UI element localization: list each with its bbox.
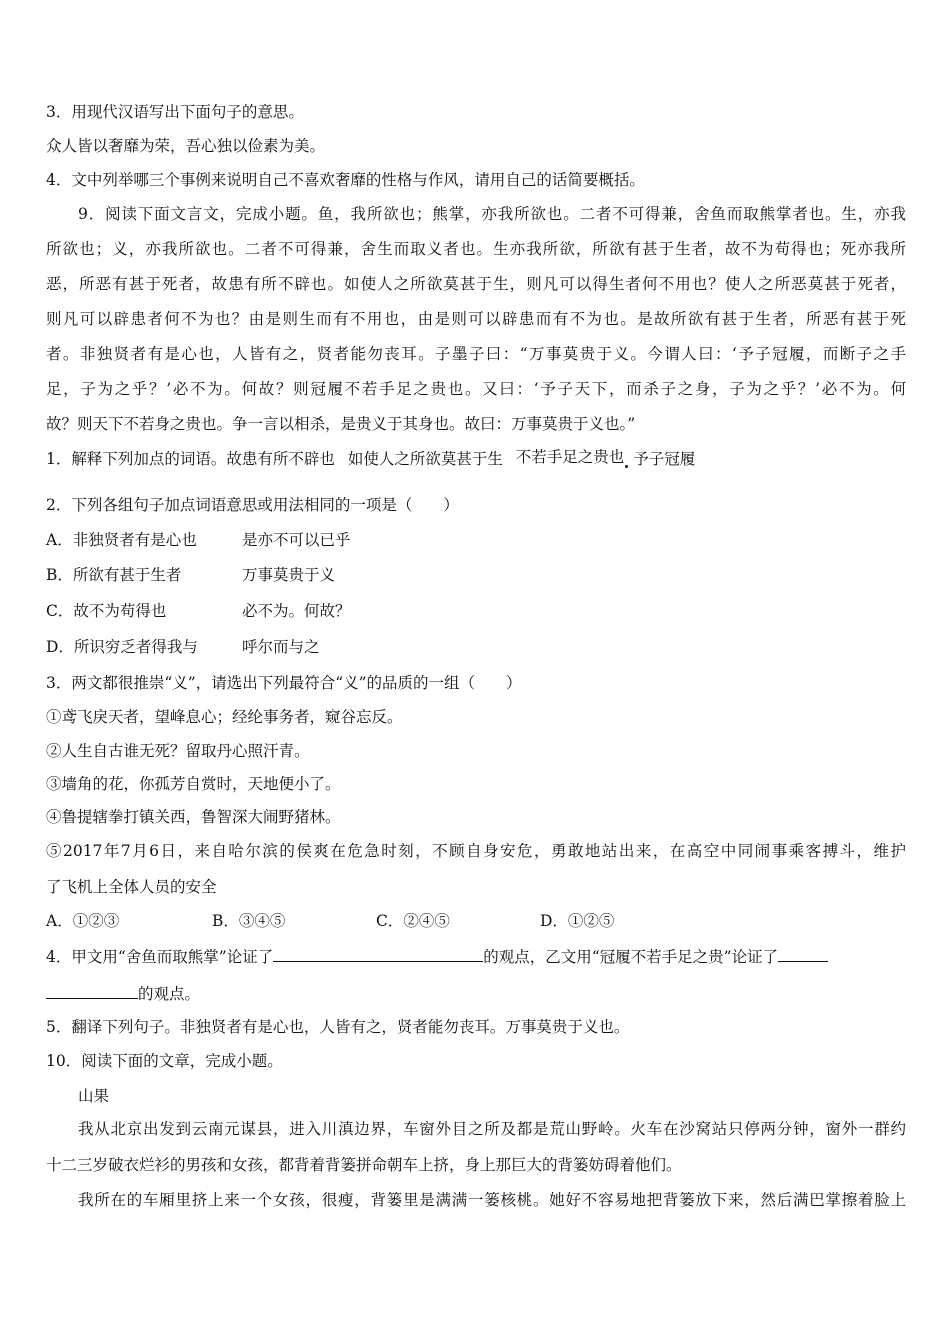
question-3-sentence: 众人皆以奢靡为荣，吾心独以俭素为美。 <box>46 137 326 155</box>
q9-passage-line-4: 则凡可以辟患者何不为也？由是则生而有不用也，由是则可以辟患而有不为也。是故所欲有甚于生者，所恶有甚于死 <box>46 310 906 328</box>
question-10-stem: 10．阅读下面的文章，完成小题。 <box>46 1052 283 1070</box>
option-a-right: 是亦不可以已乎 <box>242 531 351 549</box>
q9-sub3-item-2: ②人生自古谁无死？留取丹心照汗青。 <box>46 742 310 760</box>
choice-d: D．①②⑤ <box>540 912 615 930</box>
q9-passage-line-3: 恶，所恶有甚于死者，故患有所不辟也。如使人之所欲莫甚于生，则凡可以得生者何不用也？使人之所恶莫甚于死者， <box>46 275 906 293</box>
question-3: 3．用现代汉语写出下面句子的意思。 <box>46 103 304 121</box>
q9-sub1-term-d: 予子冠履 <box>633 450 696 468</box>
q9-sub3-stem: 3．两文都很推崇“义”，请选出下列最符合“义”的品质的一组（ ） <box>46 674 522 692</box>
answer-blank-2-continued[interactable] <box>46 982 138 999</box>
q9-sub1-term-a: 故患有所不辟也 <box>226 450 335 468</box>
q9-sub5: 5．翻译下列句子。非独贤者有是心也，人皆有之，贤者能勿丧耳。万事莫贵于义也。 <box>46 1018 630 1036</box>
q9-sub3-item-5-line-1: ⑤2017年7月6日，来自哈尔滨的侯爽在危急时刻，不顾自身安危，勇敢地站出来，在高空中同闹事乘客搏斗，维护 <box>46 842 906 860</box>
choice-c: C．②④⑤ <box>376 912 450 930</box>
q9-sub4-line-2 <box>46 982 906 1005</box>
q9-sub3-item-4: ④鲁提辖拳打镇关西，鲁智深大闹野猪林。 <box>46 808 341 826</box>
q9-passage-line-2: 所欲也；义，亦我所欲也。二者不可得兼，舍生而取义者也。生亦我所欲，所欲有甚于生者，故不为苟得也；死亦我所 <box>46 240 906 258</box>
q9-sub4-part-2: 的观点，乙文用“冠履不若手足之贵”论证了 <box>483 948 779 966</box>
q9-sub3-item-5-line-2: 了飞机上全体人员的安全 <box>46 878 217 896</box>
q9-sub4-part-3: 的观点。 <box>138 985 201 1003</box>
option-d-left: D．所识穷乏者得我与 <box>46 638 198 656</box>
q9-sub2-option-d <box>46 636 906 658</box>
answer-blank-1[interactable] <box>273 945 483 962</box>
option-b-right: 万事莫贵于义 <box>242 566 336 584</box>
q9-sub1 <box>46 448 906 470</box>
q9-passage-line-7: 故？则天下不若身之贵也。争一言以相杀，是贵义于其身也。故曰：万事莫贵于义也。” <box>46 415 636 433</box>
choice-a: A．①②③ <box>46 912 120 930</box>
article-para-1-line-2: 十二三岁破衣烂衫的男孩和女孩，都背着背篓拼命朝车上挤，身上那巨大的背篓妨碍着他们。 <box>46 1156 682 1174</box>
q9-sub1-prefix: 1．解释下列加点的词语。 <box>46 450 227 468</box>
q9-passage-line-1: 9．阅读下面文言文，完成小题。鱼，我所欲也；熊掌，亦我所欲也。二者不可得兼，舍鱼而取熊掌者也。生，亦我 <box>78 205 906 223</box>
q9-sub3-item-1: ①鸢飞戾天者，望峰息心；经纶事务者，窥谷忘反。 <box>46 708 403 726</box>
article-title: 山果 <box>78 1087 110 1105</box>
q9-sub2-stem: 2．下列各组句子加点词语意思或用法相同的一项是（ ） <box>46 496 459 514</box>
option-a-left: A．非独贤者有是心也 <box>46 531 197 549</box>
question-4: 4．文中列举哪三个事例来说明自己不喜欢奢靡的性格与作风，请用自己的话简要概括。 <box>46 171 645 189</box>
q9-sub2-option-b <box>46 564 906 586</box>
q9-sub3-choices <box>46 910 906 932</box>
option-b-left: B．所欲有甚于生者 <box>46 566 182 584</box>
article-para-1-line-1: 我从北京出发到云南元谋县，进入川滇边界，车窗外目之所及都是荒山野岭。火车在沙窝站只停两分钟，窗外一群约 <box>78 1120 906 1138</box>
option-d-right: 呼尔而与之 <box>242 638 320 656</box>
q9-passage-line-5: 者。非独贤者有是心也，人皆有之，贤者能勿丧耳。子墨子曰：“万事莫贵于义。今谓人曰：‘予子冠履，而断子之手 <box>46 345 906 363</box>
q9-sub2-option-a <box>46 529 906 551</box>
q9-sub1-term-c: 不若手足之贵也 <box>515 448 625 466</box>
q9-sub4-part-1: 4．甲文用“舍鱼而取熊掌”论证了 <box>46 948 274 966</box>
choice-b: B．③④⑤ <box>212 912 286 930</box>
answer-blank-2[interactable] <box>778 945 828 962</box>
q9-sub1-term-b: 如使人之所欲莫甚于生 <box>347 450 503 468</box>
option-c-right: 必不为。何故？ <box>242 602 351 620</box>
option-c-left: C．故不为苟得也 <box>46 602 167 620</box>
article-para-2-line-1: 我所在的车厢里挤上来一个女孩，很瘦，背篓里是满满一篓核桃。她好不容易地把背篓放下来，然后满巴掌擦着脸上 <box>78 1191 906 1209</box>
q9-passage-line-6: 足，子为之乎？’必不为。何故？则冠履不若手足之贵也。又曰：‘予子天下，而杀子之身，子为之乎？’必不为。何 <box>46 380 906 398</box>
q9-sub3-item-3: ③墙角的花，你孤芳自赏时，天地便小了。 <box>46 775 341 793</box>
q9-sub2-option-c <box>46 600 906 622</box>
q9-sub4-line-1 <box>46 945 906 968</box>
